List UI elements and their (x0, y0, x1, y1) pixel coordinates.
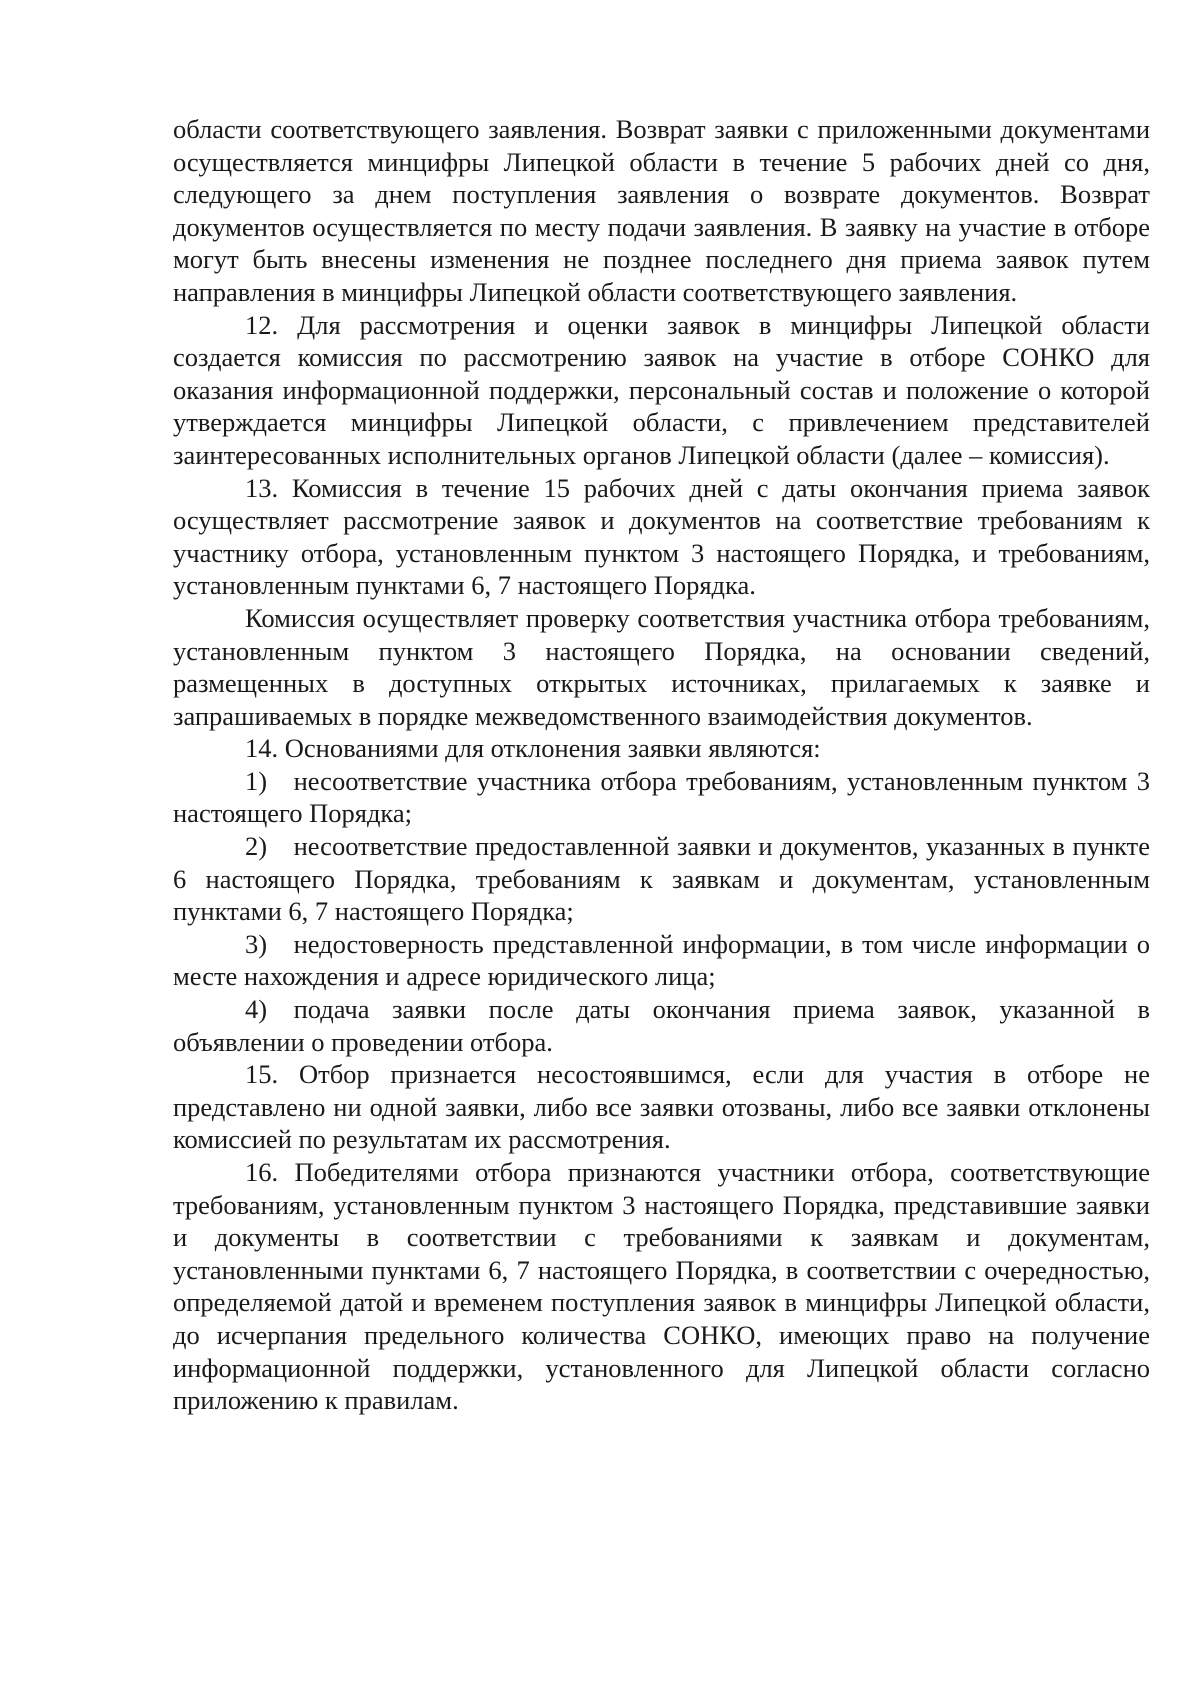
list-item-4: 4) подача заявки после даты окончания приема заявок, указанной в объявлении о проведении отбора. (173, 994, 1150, 1057)
list-item-1: 1) несоответствие участника отбора требованиям, установленным пунктом 3 настоящего Порядка; (173, 765, 1150, 829)
paragraph-13-verification: Комиссия осуществляет проверку соответствия участника отбора требованиям, установленным пунктом 3 настоящего Порядка, на основании сведений, размещенных в доступных открытых источниках, прилагаемых к заявке и запрашиваемых в порядке межведомственного взаимодействия документов. (173, 602, 1150, 731)
list-item-2: 2) несоответствие предоставленной заявки и документов, указанных в пункте 6 настоящего Порядка, требованиям к заявкам и документам, установленным пунктами 6, 7 настоящего Порядка; (173, 831, 1150, 927)
paragraph-13-review: 13. Комиссия в течение 15 рабочих дней с даты окончания приема заявок осуществляет рассмотрение заявок и документов на соответствие требованиям к участнику отбора, установленным пунктом 3 настоящего Порядка, и требованиям, установленным пунктами 6, 7 настоящего Порядка. (173, 472, 1150, 601)
paragraph-12-commission: 12. Для рассмотрения и оценки заявок в минцифры Липецкой области создается комиссия по рассмотрению заявок на участие в отборе СОНКО для оказания информационной поддержки, персональный состав и положение о которой утверждается минцифры Липецкой области, с привлечением представителей заинтересованных исполнительных органов Липецкой области (далее – комиссия). (173, 309, 1150, 470)
paragraph-15-failed-selection: 15. Отбор признается несостоявшимся, если для участия в отборе не представлено ни одной заявки, либо все заявки отозваны, либо все заявки отклонены комиссией по результатам их рассмотрения. (173, 1059, 1150, 1155)
document-page (173, 113, 1150, 1417)
paragraph-16-winners: 16. Победителями отбора признаются участники отбора, соответствующие требованиям, установленным пунктом 3 настоящего Порядка, представившие заявки и документы в соответствии с требованиями к заявкам и документам, установленными пунктами 6, 7 настоящего Порядка, в соответствии с очередностью, определяемой датой и временем поступления заявок в минцифры Липецкой области, до исчерпания предельного количества СОНКО, имеющих право на получение информационной поддержки, установленного для Липецкой области согласно приложению к правилам. (173, 1157, 1150, 1416)
paragraph-return-of-application: области соответствующего заявления. Возврат заявки с приложенными документами осуществляется минцифры Липецкой области в течение 5 рабочих дней со дня, следующего за днем поступления заявления о возврате документов. Возврат документов осуществляется по месту подачи заявления. В заявку на участие в отборе могут быть внесены изменения не позднее последнего дня приема заявок путем направления в минцифры Липецкой области соответствующего заявления. (173, 114, 1150, 307)
list-item-3: 3) недостоверность представленной информации, в том числе информации о месте нахождения и адресе юридического лица; (173, 928, 1150, 992)
paragraph-14-rejection-grounds: 14. Основаниями для отклонения заявки являются: (245, 733, 821, 764)
